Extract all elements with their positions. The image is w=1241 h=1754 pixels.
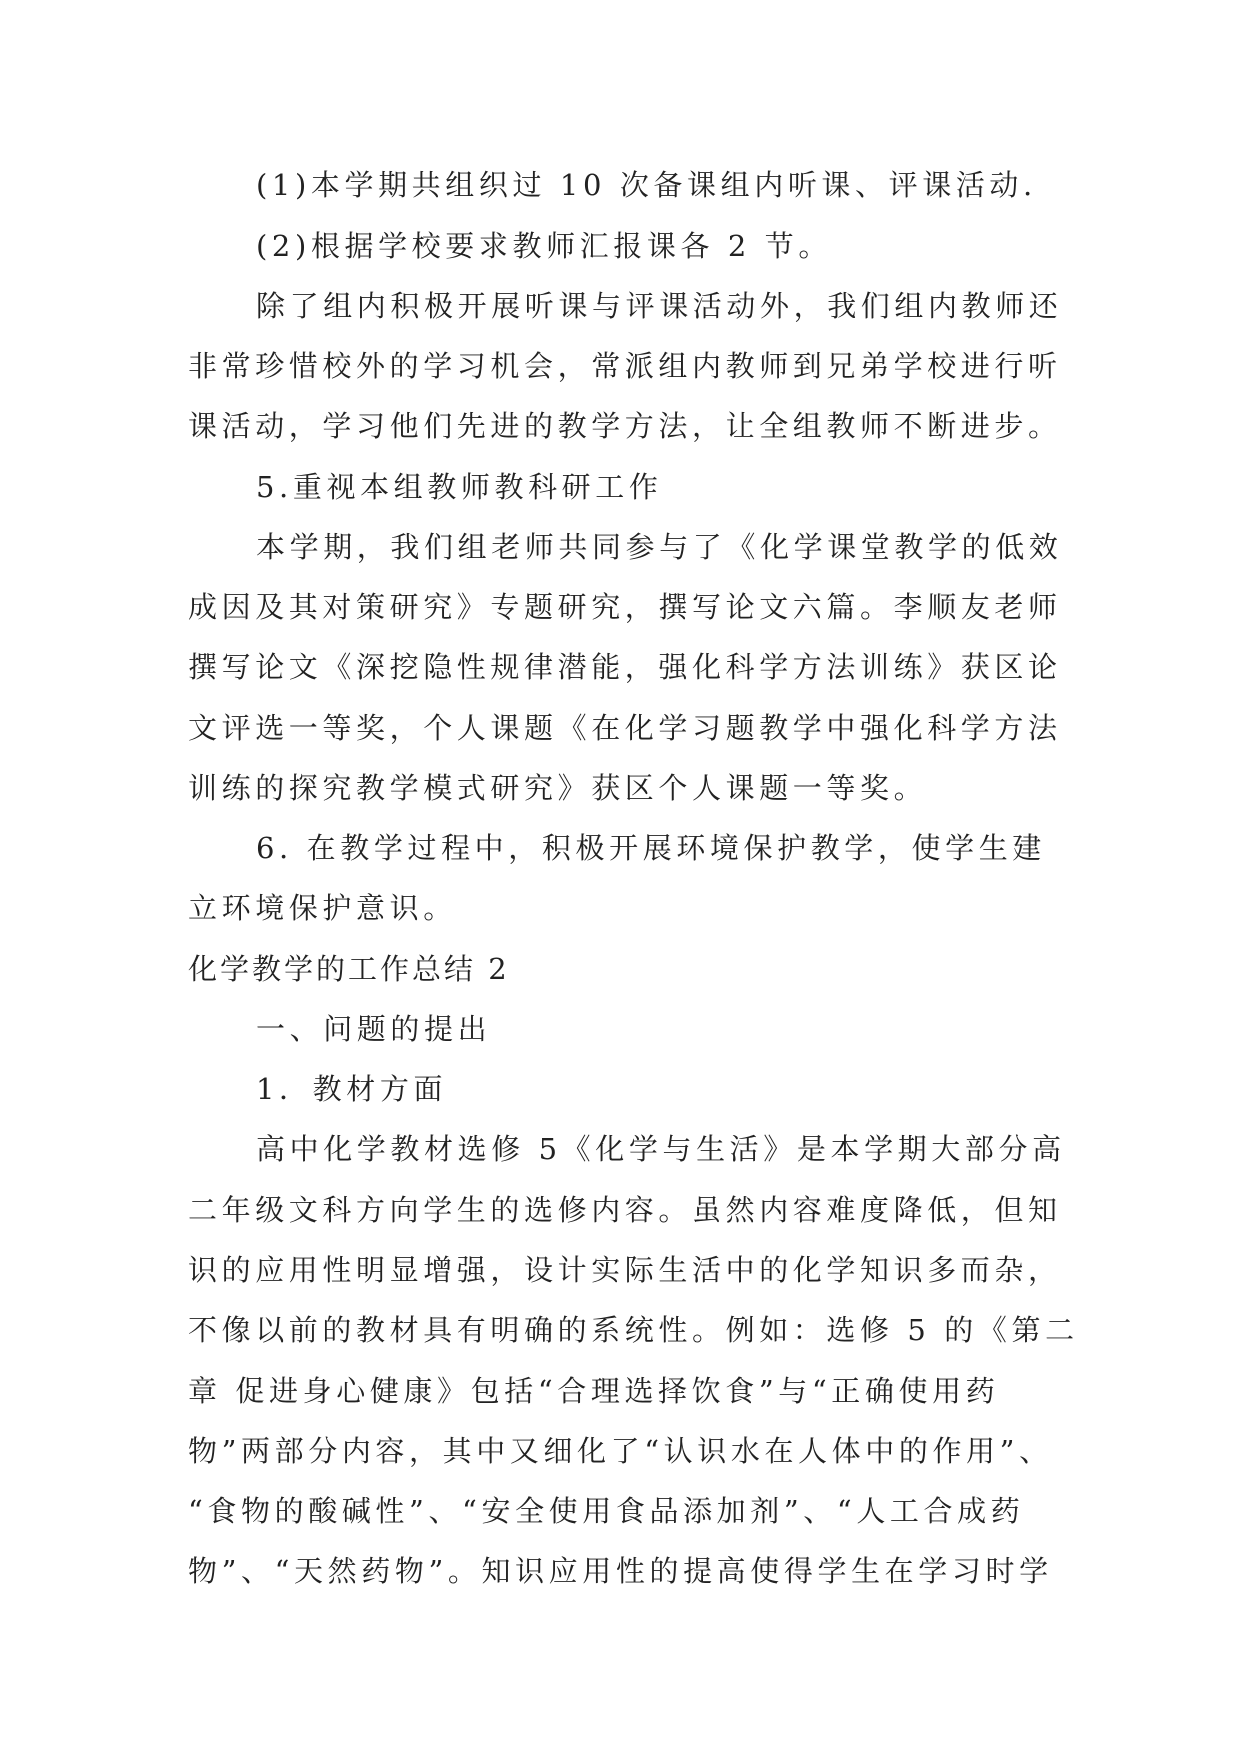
paragraph-line: 物”、“天然药物”。知识应用性的提高使得学生在学习时学 [188,1554,1053,1588]
paragraph-line: 撰写论文《深挖隐性规律潜能，强化科学方法训练》获区论 [188,650,1062,684]
paragraph-line: 识的应用性明显增强，设计实际生活中的化学知识多而杂， [188,1253,1062,1287]
paragraph-line: 除了组内积极开展听课与评课活动外，我们组内教师还 [256,289,1063,323]
paragraph-line: 成因及其对策研究》专题研究，撰写论文六篇。李顺友老师 [188,590,1062,624]
paragraph-line: 非常珍惜校外的学习机会，常派组内教师到兄弟学校进行听 [188,349,1062,383]
paragraph-line: 本学期，我们组老师共同参与了《化学课堂教学的低效 [256,530,1063,564]
paragraph-line: 高中化学教材选修 5《化学与生活》是本学期大部分高 [256,1132,1066,1166]
subsection-heading: 1．教材方面 [256,1072,448,1106]
document-title: 化学教学的工作总结 2 [188,952,510,986]
paragraph-line: (2)根据学校要求教师汇报课各 2 节。 [256,229,832,263]
section-heading: 一、问题的提出 [256,1012,492,1046]
paragraph-line: 文评选一等奖，个人课题《在化学习题教学中强化科学方法 [188,711,1062,745]
paragraph-line: “食物的酸碱性”、“安全使用食品添加剂”、“人工合成药 [188,1494,1025,1528]
paragraph-line: 立环境保护意识。 [188,891,457,925]
paragraph-line: 章 促进身心健康》包括“合理选择饮食”与“正确使用药 [188,1374,1000,1408]
paragraph-line: 6. 在教学过程中，积极开展环境保护教学，使学生建 [256,831,1046,865]
section-heading: 5.重视本组教师教科研工作 [256,470,663,504]
paragraph-line: 物”两部分内容，其中又细化了“认识水在人体中的作用”、 [188,1434,1053,1468]
paragraph-line: 训练的探究教学模式研究》获区个人课题一等奖。 [188,771,928,805]
paragraph-line: 二年级文科方向学生的选修内容。虽然内容难度降低，但知 [188,1193,1062,1227]
paragraph-line: 课活动，学习他们先进的教学方法，让全组教师不断进步。 [188,409,1062,443]
paragraph-line: (1)本学期共组织过 10 次备课组内听课、评课活动. [256,168,1037,202]
paragraph-line: 不像以前的教材具有明确的系统性。例如：选修 5 的《第二 [188,1313,1079,1347]
